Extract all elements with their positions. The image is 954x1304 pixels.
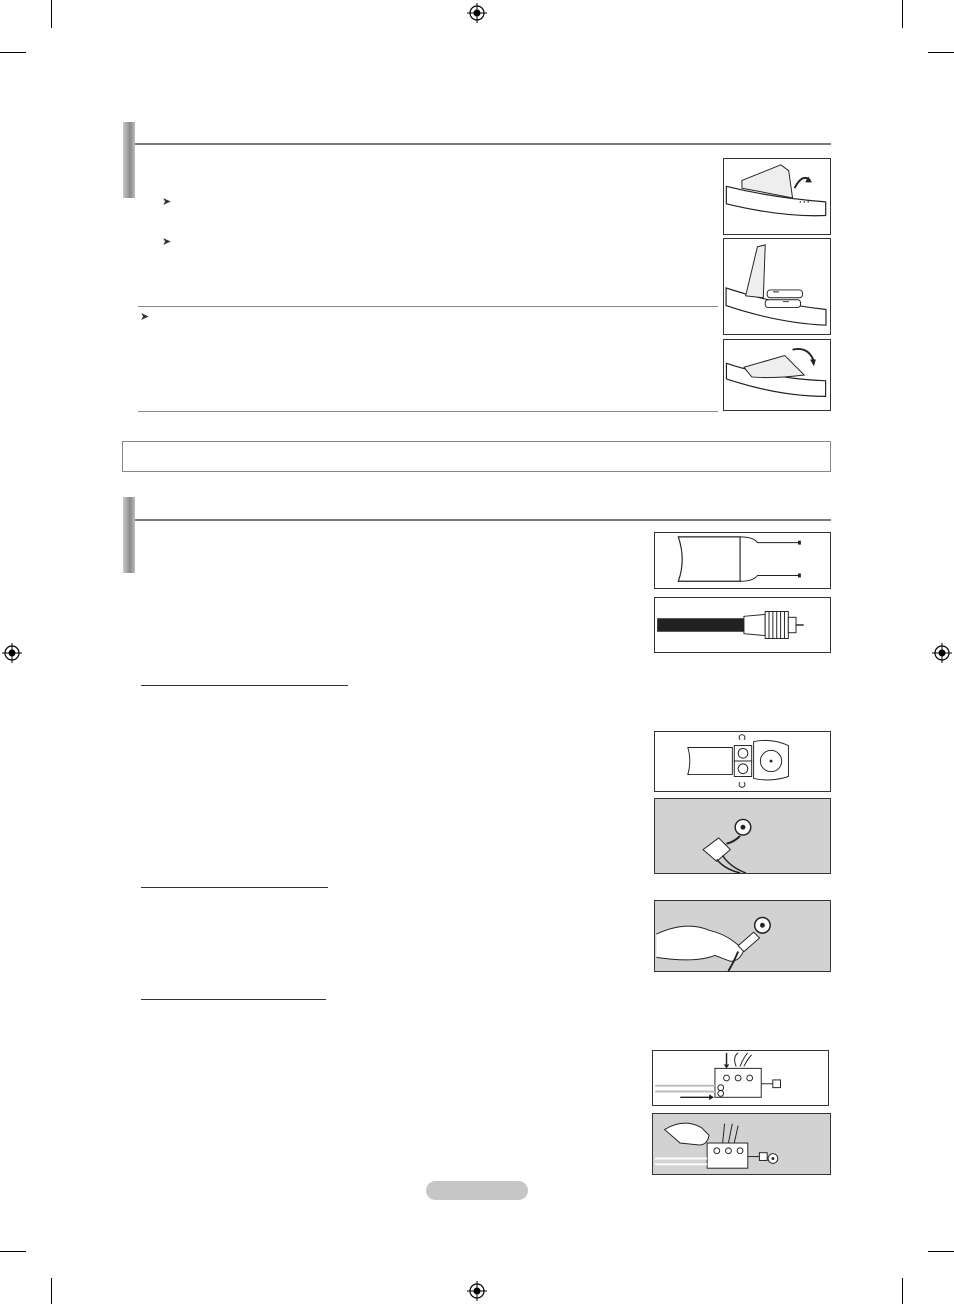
crop-mark bbox=[0, 52, 26, 53]
remote-cover-open-figure bbox=[723, 158, 831, 235]
subheading-underline bbox=[141, 887, 328, 888]
remote-cover-close-figure bbox=[723, 339, 831, 411]
antenna-input-figure bbox=[654, 798, 831, 874]
note-arrow-icon: ➤ bbox=[162, 236, 172, 248]
section-heading-rule bbox=[135, 519, 831, 521]
hand-plug-cable-figure bbox=[654, 900, 831, 972]
flat-twin-lead-cable-figure bbox=[654, 532, 831, 589]
section-heading-rule bbox=[135, 143, 831, 145]
subheading-underline bbox=[141, 685, 348, 686]
splitter-diagram-figure bbox=[652, 1050, 829, 1106]
note-divider bbox=[138, 306, 718, 307]
crop-mark bbox=[928, 52, 954, 53]
crop-mark bbox=[0, 1251, 26, 1252]
page-number-badge bbox=[426, 1181, 528, 1200]
note-arrow-icon: ➤ bbox=[162, 196, 172, 208]
note-arrow-icon: ➤ bbox=[140, 311, 150, 323]
registration-mark-icon bbox=[2, 643, 22, 663]
coaxial-cable-figure bbox=[654, 597, 831, 653]
registration-mark-icon bbox=[467, 3, 487, 23]
section-marker bbox=[123, 497, 135, 573]
subheading-underline bbox=[141, 999, 326, 1000]
crop-mark bbox=[902, 0, 903, 28]
crop-mark bbox=[51, 1278, 52, 1304]
section-marker bbox=[123, 122, 135, 198]
registration-mark-icon bbox=[467, 1281, 487, 1301]
splitter-connection-figure bbox=[652, 1113, 831, 1175]
crop-mark bbox=[51, 0, 52, 28]
crop-mark bbox=[928, 1251, 954, 1252]
remote-battery-compartment-figure bbox=[723, 238, 831, 335]
registration-mark-icon bbox=[932, 643, 952, 663]
note-box bbox=[122, 441, 831, 472]
note-divider bbox=[138, 411, 718, 412]
crop-mark bbox=[902, 1278, 903, 1304]
antenna-adapter-figure bbox=[654, 731, 831, 792]
